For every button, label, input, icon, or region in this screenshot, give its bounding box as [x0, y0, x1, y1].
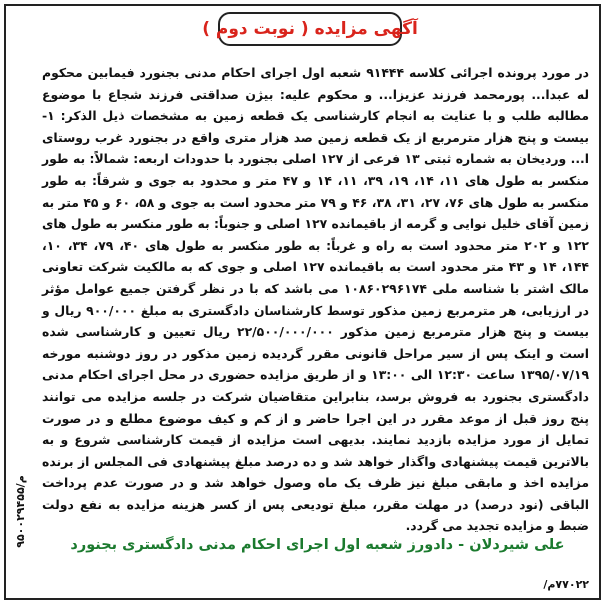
notice-frame — [4, 4, 601, 600]
notice-signature: علی شیردلان - دادورز شعبه اول اجرای احکام مدنی دادگستری بجنورد — [70, 537, 565, 553]
side-code: م/۹۵۰۰۲۹۴۵۵ — [13, 474, 27, 548]
notice-code: ۷۷۰۲۲م/ — [543, 578, 589, 591]
notice-body: در مورد پرونده اجرائی کلاسه ۹۱۴۴۴ شعبه اول اجرای احکام مدنی بجنورد فیمابین محکوم له عبدا... پورمحمد فرزند عزیزا... و محکوم علیه: بیژن صداقتی فرزند شجاع با موضوع مطالبه طلب و با عنایت به انجام کارشناسی یک قطعه زمین به مشخصات ذیل الذکر: ۱- بیست و پنج هزار مترمربع از یک قطعه زمین صد هزار متری واقع در بجنورد غرب روستای ا... وردیخان به شماره ثبتی ۱۳ فرعی از ۱۲۷ اصلی بجنورد با حدودات اربعه: شمالاً: به طور منکسر به طول های ۱۱، ۱۴، ۱۹، ۳۹، ۱۱، ۱۴ و ۴۷ متر و محدود به جوی و شرقاً: به طور منکسر به طول های ۷۶، ۲۷، ۳۱، ۳۸، ۴۶ و ۷۹ متر محدود است به جوی و ۵۸، ۶۰ و ۴۵ متر به زمین آقای خلیل نوایی و گرمه از باقیمانده ۱۲۷ اصلی و جنوباً: به طور منکسر به طول های ۱۲۲ و ۲۰۲ متر محدود است به راه و غرباً: به طور منکسر به طول های ۴۰، ۷۹، ۳۴، ۱۰، ۱۴۴، ۱۴ و ۴۳ متر محدود است به باقیمانده ۱۲۷ اصلی و جوی که به مالکیت شرکت تعاونی مالک اشتر با شناسه ملی ۱۰۸۶۰۲۹۶۱۷۴ می باشد که با در نظر گرفتن جمیع عوامل مؤثر در ارزیابی، هر مترمربع زمین مذکور توسط کارشناسان دادگستری به مبلغ ۹۰۰/۰۰۰ ریال و بیست و پنج هزار مترمربع زمین مذکور ۲۲/۵۰۰/۰۰۰/۰۰۰ ریال تعیین و کارشناسی شده است و اینک پس از سیر مراحل قانونی مقرر گردیده زمین مذکور در روز دوشنبه مورخه ۱۳۹۵/۰۷/۱۹ ساعت ۱۲:۳۰ الی ۱۳:۰۰ و از طریق مزایده حضوری در محل اجرای احکام مدنی دادگستری بجنورد به فروش برسد، بنابراین متقاضیان شرکت در جلسه مزایده می توانند پنج روز قبل از موعد مقرر در این اجرا حاضر و از کم و کیف موضوع مطلع و در صورت تمایل از مورد مزایده بازدید نمایند. بدیهی است مزایده از قیمت کارشناسی شروع و به بالاترین قیمت پیشنهادی واگذار خواهد شد و ده درصد مبلغ پیشنهادی فی المجلس از برنده مزایده اخذ و مابقی مبلغ نیز ظرف یک ماه وصول خواهد شد و در صورت عدم پرداخت الباقی (نود درصد) در مهلت مقرر، مبلغ تودیعی پس از کسر هزینه مزایده به نفع دولت ضبط و مزایده تجدید می گردد. — [42, 65, 590, 534]
notice-title: آگهی مزایده ( نوبت دوم ) — [202, 19, 418, 39]
notice-title-box — [202, 12, 418, 46]
side-code-strip — [10, 426, 30, 596]
